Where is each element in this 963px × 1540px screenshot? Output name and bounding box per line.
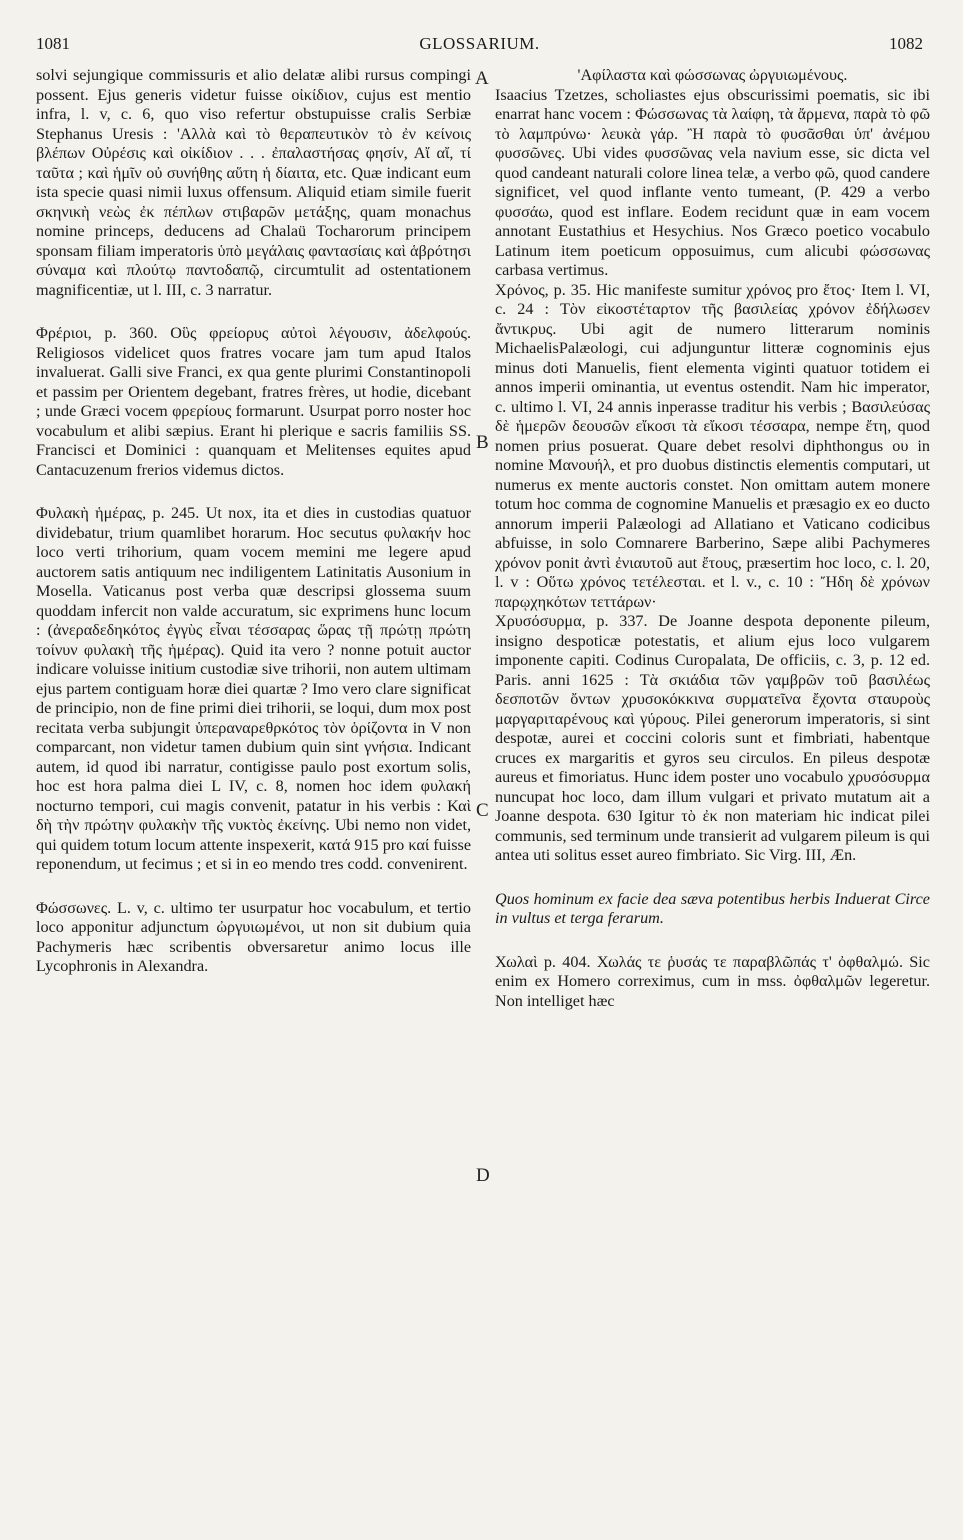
entry-cholai: Χωλαὶ p. 404. Χωλάς τε ῥυσάς τε παραβλῶπάς τ' ὀφθαλμώ. Sic enim ex Homero correximus, cum in mss. ὀφθαλμῶν legeretur. Non intelliget hæc xyxy=(495,952,930,1010)
verse-quotation: Quos hominum ex facie dea sæva potentibus herbis Induerat Circe in vultus et terga ferarum. xyxy=(495,889,930,927)
running-title: GLOSSARIUM. xyxy=(419,34,540,53)
quotation-line: 'Αφίλαστα καὶ φώσσωνας ὠργυιωμένους. xyxy=(577,66,848,84)
entry-phrerioi: Φρέριοι, p. 360. Οὓς φρείορυς αὐτοὶ λέγουσιν, ἀδελφούς. Religiosos videlicet quos fratres vocare jam tum apud Italos invaluerat. Galli sive Franci, ex qua gente plurimi Constantinopoli et passim per Orientem degebant, fratres frères, ut hodie, dicebant ; unde Græci vocem φρερίους formarunt. Usurpat porro noster hoc vocabulum et alibi sæpius. Erant hi plerique e sacris familiis SS. Francisci et Dominici : quanquam et Melitenses equites apud Cantacuzenum frerios videmus dictos. xyxy=(36,324,471,479)
entry-paragraph: solvi sejungique commissuris et alio delatæ alibi rursus compingi possent. Ejus generis videtur fuisse οἰκίδιον, cujus est mentio infra, l. v, c. 6, quo viso refertur obstupuisse cralis Serbiæ Stephanus Uresis : 'Αλλὰ καὶ τὸ θεραπευτικὸν τὸ ἐν κείνοις βλέπων Οὐρέσις καὶ οἰκίδιον . . . ἐπαλαστήσας φησίν, Αἴ αἴ, τί ταῦτα ; καὶ ἡμῖν οὐ συνήθης αὕτη ἡ δίαιτα, etc. Quæ indicant eum ista specie quasi nimii luxus offensum. Aliquid etiam simile fuerit σκηνικὴ νεὼς ἐκ πέπλων στιβαρῶν μετάξης, quam monachus nomine princeps, deducens ad Chalaü Tocharorum principem sponsam filiam imperatoris ὑπὸ μεγάλαις φαντασίαις καὶ ἁβρότησι σύναμα καὶ πλούτῳ παντοδαπῷ, circumtulit ad ostentationem magnificentiæ, ut l. III, c. 3 narratur. xyxy=(36,66,471,299)
margin-marker-d: D xyxy=(476,1165,490,1186)
entry-phylake: Φυλακὴ ἡμέρας, p. 245. Ut nox, ita et dies in custodias quatuor dividebatur, trium quamlibet horarum. Hoc secutus φυλακήν hoc loco verti trihorium, quam vocem memini me legere apud auctorem satis antiquum nec indiligentem Latinitatis Ausonium in Mosella. Vaticanus post verba quæ descripsi glossema suum quoddam infercit non valde accuratum, sic exprimens hunc locum : (ἀνεραδεδηκότος ἐγγὺς εἶναι τέσσαρας ὥρας τῇ πρώτῃ πρώτη τοίνυν φυλακὴ τῆς ἡμέρας). Quid ita vero ? nonne potuit auctor indicare voluisse initium custodiæ sive trihorii, non autem ultimam ejus partem contiguam horæ diei quartæ ? Imo vero clare significat de principio, non de fine primi diei trihorii, se loqui, dum mox post recitata verba subjungit ὑπεραναρεθρκότος τὸν ὁρίζοντα in V non comparcant, non videtur tamen dubium quin sint γνήσια. Indicant autem, id quod ibi narratur, contigisse paulo post exortum solis, hoc est hora palma diei L IV, c. 8, nomen hoc idem φυλακή nocturno tempori, cui magis convenit, patatur in his verbis : Καὶ δὴ τὴν πρώτην φυλακὴν τῆς νυκτὸς ἐκείνης. Ubi nemo non videt, qui quidem totum locum attente inspexerit, κατά 915 pro καί fuisse reponendum, ut fecimus ; et si in eo mendo tres codd. convenirent. xyxy=(36,504,471,873)
entry-chronos: Χρόνος, p. 35. Hic manifeste sumitur χρόνος pro ἔτος· Item l. VI, c. 24 : Τὸν εἰκοστέταρτον τῆς βασιλείας χρόνον ἐδήλωσεν ἄντικρυς. Ubi agit de numero litterarum nominis MichaelisPalæologi, cui adjunguntur litteræ cognominis ejus minus doti Manuelis, fient elementa viginti quatuor totidem ei annos imperii ominantia, ut eventus ostendit. Nam hic imperator, c. ultimo l. VI, 24 annis inperasse traditur his verbis ; Βασιλεύσας δὲ ἡμερῶν δεουσῶν εἴκοσι τὰ εἴκοσι τέσσαρα, nempe ἔτη, quod nomen prius posuerat. Quare debet resolvi diphthongus ου in nomine Μανουήλ, et pro duobus distinctis elementis computari, ut numerus ex mente auctoris constet. Non omittam autem monere totum hoc comma de cognomine Manuelis et præsagio ex eo ducto annorum imperii Palæologi ad Allatiano et Vaticano codicibus abfuisse, in solo Comnarere Barberino, Sæpe alibi Pachymeres χρόνον ponit ἀντὶ ἐνιαυτοῦ aut ἔτους, præsertim hoc loco, c. l. 20, l. v : Οὕτω χρόνος τετέλεσται. et l. v., c. 10 : Ἤδη δὲ χρόνων παρῳχηκότων τεττάρων· xyxy=(495,280,930,611)
page-number-left: 1081 xyxy=(36,34,70,53)
right-column xyxy=(495,66,930,1011)
entry-chrysosyrma: Χρυσόσυρμα, p. 337. De Joanne despota deponente pileum, insigno despoticæ potestatis, et alium ejus loco vulgarem imponente capiti. Codinus Curopalata, De officiis, c. 3, p. 12 ed. Paris. anni 1625 : Τὰ σκιάδια τῶν γαμβρῶν τοῦ βασιλέως δεσποτῶν ὄντων χρυσοκόκκινα συρματεῖνα ἔχοντα σταυροὺς μαργαριταρένους καὶ γύρους. Pilei generorum imperatoris, si sint despotæ, aurei et coccini coloris sunt et fimbriati, habentque cruces ex margaritis et gyros seu circulos. En pileus despotæ aureus et fimoriatus. Hunc idem poster uno vocabulo χρυσόσυρμα nuncupat hoc loco, dam illum vulgari et privato mutatum ait a Joanne despota. 630 Igitur τὸ ἐκ non materiam hic indicat pilei communis, sed terminum unde transierit ad vulgarem pileum is qui antea uti solitus esset aureo fimbriato. Sic Virg. III, Æn. xyxy=(495,612,930,864)
page-number-right: 1082 xyxy=(889,34,923,53)
left-column xyxy=(36,66,471,977)
entry-phossones: Φώσσωνες. L. v, c. ultimo ter usurpatur hoc vocabulum, et tertio loco apponitur adjunctum ὠργυιωμένοι, ut non sit dubium quia Pachymeris hæc scribentis obversaretur animo locus ille Lycophronis in Alexandra. xyxy=(36,898,471,975)
entry-paragraph: Isaacius Tzetzes, scholiastes ejus obscurissimi poematis, sic ibi enarrat hanc vocem : Φώσσωνας τὰ λαίφη, τὰ ἄρμενα, παρὰ τὸ φῶ τὸ λαμπρύνω· λευκὰ γάρ. Ἢ παρὰ τὸ φυσᾶσθαι ὑπ' ἀνέμου φυσσῶνες. Ubi vides φυσσῶνας vela navium esse, sic dicta vel quod candeant naturali colore linea telæ, a verbo φῶ, quod candere significet, vel quod inflante vento tumeant, (P. 429 a verbo φυσσάω, quod est inflare. Eodem recidunt quæ in eam vocem annotant Eustathius et Hesychius. Nos Græco poetico vocabulo Latinum item poeticum opposuimus, cum alicubi φώσσωνας carbasa vertimus. xyxy=(495,85,930,279)
margin-marker-c: C xyxy=(476,800,489,821)
page-header xyxy=(36,34,923,58)
margin-marker-a: A xyxy=(475,68,489,89)
margin-marker-b: B xyxy=(476,432,489,453)
